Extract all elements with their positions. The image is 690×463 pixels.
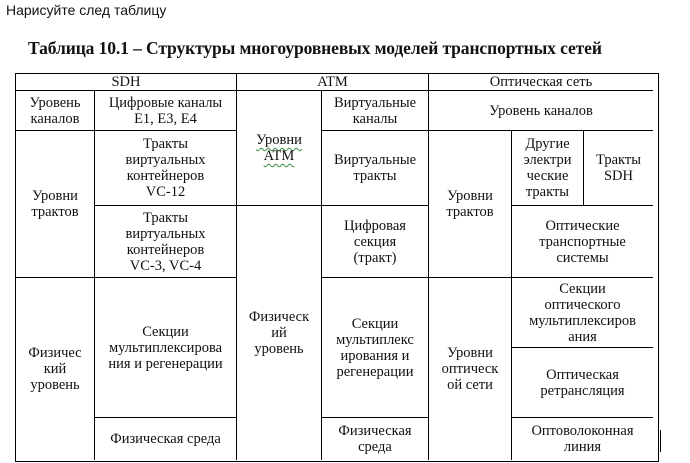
atm-physical-medium: Физическая среда <box>322 418 429 460</box>
optical-fiber-line: Оптоволоконная линия <box>531 423 634 455</box>
structures-table <box>15 73 659 462</box>
optical-relay: Оптическая ретрансляция <box>540 366 625 399</box>
text-cursor <box>660 430 661 452</box>
sdh-physical-medium: Физическая среда <box>95 418 237 460</box>
atm-virtual-channels: Виртуальные каналы <box>322 91 429 131</box>
header-optical: Оптическая сеть <box>429 74 653 91</box>
optical-network-levels: Уровни оптическ ой сети <box>429 278 512 460</box>
sdh-vc12-paths: Тракты виртуальных контейнеров VC-12 <box>95 131 237 206</box>
optical-sdh-paths: Тракты SDH <box>584 131 653 206</box>
sdh-vc3-vc4-paths: Тракты виртуальных контейнеров VC-3, VC-4 <box>95 206 237 278</box>
atm-mux-regen-sections: Секции мультиплекс ирования и регенерации <box>322 278 429 418</box>
optical-mux-sections: Секции оптического мультиплексиров ания <box>512 278 653 348</box>
sdh-digital-channels: Цифровые каналы E1, E3, E4 <box>95 91 237 131</box>
table-title: Таблица 10.1 – Структуры многоуровневых моделей транспортных сетей <box>28 38 602 58</box>
atm-levels: Уровни ATM <box>237 91 322 206</box>
sdh-mux-regen-sections: Секции мультиплексирова ния и регенерации <box>95 278 237 418</box>
atm-virtual-paths: Виртуальные тракты <box>322 131 429 206</box>
sdh-channel-level: Уровень каналов <box>16 91 95 131</box>
atm-digital-section: Цифровая секция (тракт) <box>322 206 429 278</box>
optical-channel-level: Уровень каналов <box>429 91 653 131</box>
sdh-path-levels: Уровни трактов <box>16 131 95 278</box>
optical-transport-systems: Оптические транспортные системы <box>512 206 653 278</box>
optical-sections-group <box>512 278 653 418</box>
atm-physical-level: Физическ ий уровень <box>237 206 322 460</box>
instruction-text: Нарисуйте след таблицу <box>6 2 167 18</box>
sdh-physical-level: Физичес кий уровень <box>16 278 95 460</box>
header-sdh: SDH <box>16 74 237 91</box>
optical-path-levels: Уровни трактов <box>429 131 512 278</box>
header-atm: ATM <box>237 74 429 91</box>
optical-other-electrical-paths: Другие электри ческие тракты <box>512 131 584 206</box>
